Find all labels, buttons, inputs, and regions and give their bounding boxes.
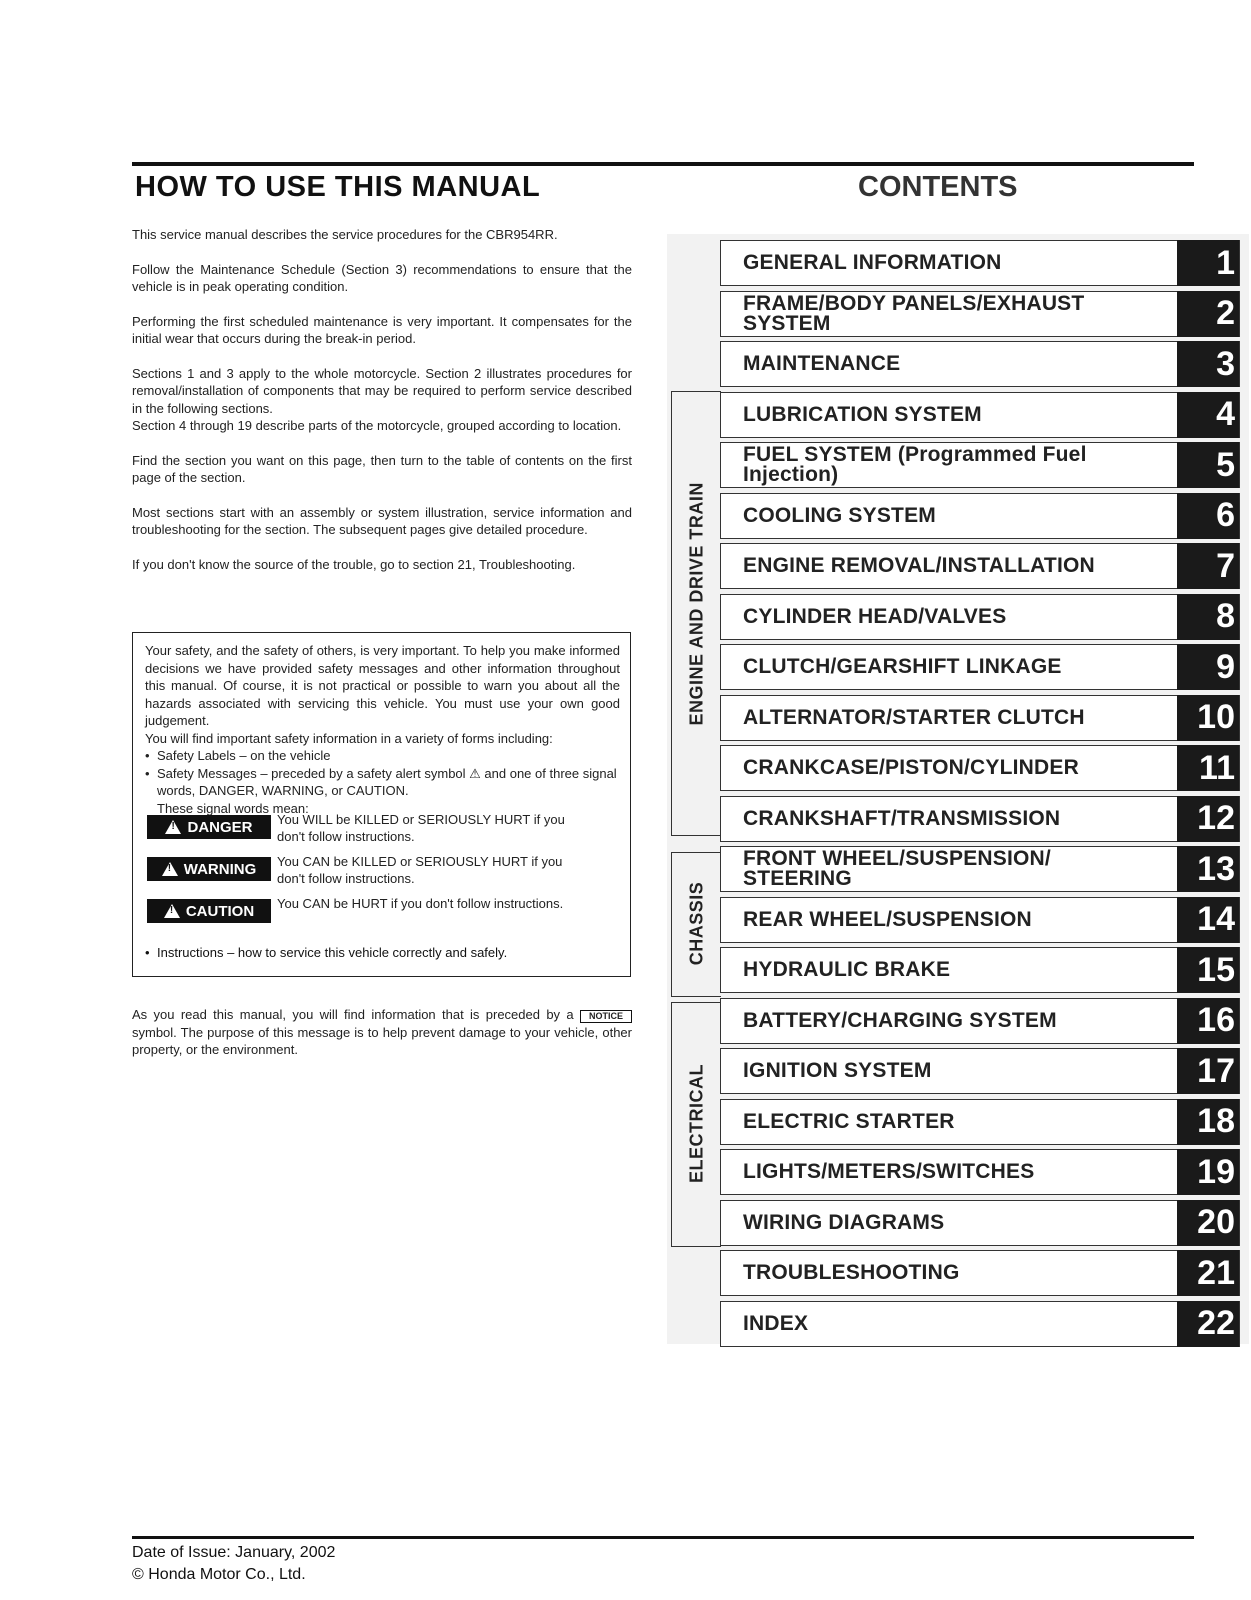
section-number-tab: 20 xyxy=(1177,1200,1239,1246)
notice-text-after: symbol. The purpose of this message is to help prevent damage to your vehicle, other property, or the environment. xyxy=(132,1024,632,1057)
section-number-tab: 4 xyxy=(1177,392,1239,438)
section-number-tab: 10 xyxy=(1177,695,1239,741)
toc-label: COOLING SYSTEM xyxy=(743,503,936,527)
toc-label: ELECTRIC STARTER xyxy=(743,1109,955,1133)
section-number-tab: 16 xyxy=(1177,998,1239,1044)
toc-label: FRAME/BODY PANELS/EXHAUST SYSTEM xyxy=(743,291,1085,335)
toc-item-7[interactable] xyxy=(720,543,1240,589)
safety-list xyxy=(145,747,620,800)
safety-bullet: • Safety Messages – preceded by a safety alert symbol ⚠ and one of three signal words, DANGER, WARNING, or CAUTION. xyxy=(145,765,620,800)
top-rule xyxy=(132,162,1194,166)
toc-label: IGNITION SYSTEM xyxy=(743,1059,932,1082)
section-number-tab: 3 xyxy=(1177,341,1239,387)
toc-item-8[interactable] xyxy=(720,594,1240,640)
safety-bullet-instructions xyxy=(145,944,620,961)
copyright: © Honda Motor Co., Ltd. xyxy=(132,1566,306,1583)
safety-paragraph: Your safety, and the safety of others, is very important. To help you make informed decisions we have provided safety messages and other information throughout this manual. Of course, it is not practical or possible to warn you about all the hazards associated with servicing this vehicle. You must use your own good judgement. xyxy=(145,643,620,728)
alert-triangle-icon xyxy=(162,862,178,876)
footer xyxy=(132,1542,335,1586)
alert-triangle-icon xyxy=(165,820,181,834)
signal-intro: These signal words mean: xyxy=(157,800,309,816)
caution-desc: You CAN be HURT if you don't follow instructions. xyxy=(277,896,564,911)
toc-item-21[interactable] xyxy=(720,1250,1240,1296)
toc-label: LUBRICATION SYSTEM xyxy=(743,402,982,426)
toc-label: MAINTENANCE xyxy=(743,352,901,375)
section-number-tab: 22 xyxy=(1177,1301,1239,1347)
warning-desc: You CAN be KILLED or SERIOUSLY HURT if you don't follow instructions. xyxy=(277,854,563,886)
intro-paragraph: Section 4 through 19 describe parts of the motorcycle, grouped according to location. xyxy=(132,418,622,433)
intro-paragraph: This service manual describes the service procedures for the CBR954RR. xyxy=(132,227,558,242)
toc-label: CLUTCH/GEARSHIFT LINKAGE xyxy=(743,655,1062,678)
section-number-tab: 15 xyxy=(1177,947,1239,993)
group-label-engine: ENGINE AND DRIVE TRAIN xyxy=(686,482,707,726)
toc-label: BATTERY/CHARGING SYSTEM xyxy=(743,1008,1057,1032)
section-number-tab: 18 xyxy=(1177,1099,1239,1145)
toc-label: WIRING DIAGRAMS xyxy=(743,1210,945,1234)
section-number-tab: 7 xyxy=(1177,543,1239,589)
toc-item-15[interactable] xyxy=(720,947,1240,993)
section-number-tab: 1 xyxy=(1177,240,1239,286)
intro-paragraph: Performing the first scheduled maintenance is very important. It compensates for the initial wear that occurs during the break-in period. xyxy=(132,313,632,346)
toc-label: ALTERNATOR/STARTER CLUTCH xyxy=(743,705,1085,729)
toc-item-13[interactable] xyxy=(720,846,1240,892)
toc-label: LIGHTS/METERS/SWITCHES xyxy=(743,1160,1035,1183)
section-number-tab: 17 xyxy=(1177,1048,1239,1094)
toc-item-18[interactable] xyxy=(720,1099,1240,1145)
bullet-dot-icon: • xyxy=(145,945,150,960)
section-number-tab: 12 xyxy=(1177,796,1239,842)
toc-label: FRONT WHEEL/SUSPENSION/ STEERING xyxy=(743,847,1051,890)
intro-text xyxy=(132,226,632,590)
toc-item-16[interactable] xyxy=(720,998,1240,1044)
toc-item-3[interactable] xyxy=(720,341,1240,387)
toc-label: TROUBLESHOOTING xyxy=(743,1261,960,1284)
safety-bullet: Instructions – how to service this vehicle correctly and safely. xyxy=(157,945,508,960)
caution-badge xyxy=(147,899,271,923)
section-number-tab: 8 xyxy=(1177,594,1239,640)
section-number-tab: 9 xyxy=(1177,644,1239,690)
danger-label: DANGER xyxy=(187,818,253,836)
toc-label: INDEX xyxy=(743,1311,809,1335)
notice-chip: NOTICE xyxy=(580,1010,632,1023)
toc-item-10[interactable] xyxy=(720,695,1240,741)
intro-paragraph: Most sections start with an assembly or system illustration, service information and troubleshooting for the section. The subsequent pages give detailed procedure. xyxy=(132,504,632,537)
section-number-tab: 2 xyxy=(1177,291,1239,337)
danger-badge xyxy=(147,815,271,839)
caution-label: CAUTION xyxy=(185,902,255,920)
toc-label: GENERAL INFORMATION xyxy=(743,251,1002,274)
issue-date: Date of Issue: January, 2002 xyxy=(132,1544,336,1561)
notice-text-before: As you read this manual, you will find information that is preceded by a xyxy=(132,1007,574,1022)
section-number-tab: 19 xyxy=(1177,1149,1239,1195)
section-number-tab: 5 xyxy=(1177,442,1239,488)
warning-row xyxy=(147,853,617,893)
toc-item-19[interactable] xyxy=(720,1149,1240,1195)
safety-paragraph: You will find important safety information in a variety of forms including: xyxy=(145,730,553,746)
section-number-tab: 13 xyxy=(1177,846,1239,892)
group-label-chassis: CHASSIS xyxy=(686,881,707,966)
alert-triangle-icon xyxy=(164,904,180,918)
toc-label: CYLINDER HEAD/VALVES xyxy=(743,604,1007,628)
toc-item-5[interactable] xyxy=(720,442,1240,488)
toc-item-9[interactable] xyxy=(720,644,1240,690)
danger-row xyxy=(147,811,617,851)
group-label-electrical: ELECTRICAL xyxy=(686,1064,707,1183)
caution-row xyxy=(147,895,617,935)
toc-item-4[interactable] xyxy=(720,392,1240,438)
safety-text xyxy=(145,642,620,817)
page-title: HOW TO USE THIS MANUAL xyxy=(135,171,541,203)
safety-bullet: • Safety Labels – on the vehicle xyxy=(145,747,620,765)
toc-item-1[interactable] xyxy=(720,240,1240,286)
safety-box xyxy=(132,632,631,977)
toc-item-6[interactable] xyxy=(720,493,1240,539)
toc-item-20[interactable] xyxy=(720,1200,1240,1246)
warning-label: WARNING xyxy=(183,860,257,878)
toc-item-2[interactable] xyxy=(720,291,1240,337)
contents-title: CONTENTS xyxy=(858,171,1018,203)
section-number-tab: 11 xyxy=(1177,745,1239,791)
section-number-tab: 6 xyxy=(1177,493,1239,539)
intro-paragraph: If you don't know the source of the trouble, go to section 21, Troubleshooting. xyxy=(132,556,576,572)
toc-item-22[interactable] xyxy=(720,1301,1240,1347)
toc-label: FUEL SYSTEM (Programmed Fuel Injection) xyxy=(743,443,1087,486)
section-number-tab: 14 xyxy=(1177,897,1239,943)
section-number-tab: 21 xyxy=(1177,1250,1239,1296)
intro-paragraph: Sections 1 and 3 apply to the whole motorcycle. Section 2 illustrates procedures for removal/installation of components that may be required to perform service described in the following sections. xyxy=(132,365,632,416)
intro-paragraph: Follow the Maintenance Schedule (Section 3) recommendations to ensure that the vehicle is in peak operating condition. xyxy=(132,261,632,294)
toc-label: CRANKCASE/PISTON/CYLINDER xyxy=(743,756,1079,779)
toc-label: REAR WHEEL/SUSPENSION xyxy=(743,907,1032,931)
danger-desc: You WILL be KILLED or SERIOUSLY HURT if you don't follow instructions. xyxy=(277,812,565,844)
toc-item-12[interactable] xyxy=(720,796,1240,842)
toc-item-14[interactable] xyxy=(720,897,1240,943)
toc-label: CRANKSHAFT/TRANSMISSION xyxy=(743,806,1061,830)
intro-paragraph: Find the section you want on this page, then turn to the table of contents on the first page of the section. xyxy=(132,452,632,485)
toc-item-17[interactable] xyxy=(720,1048,1240,1094)
bottom-rule xyxy=(132,1536,1194,1539)
toc-label: ENGINE REMOVAL/INSTALLATION xyxy=(743,554,1095,577)
toc-item-11[interactable] xyxy=(720,745,1240,791)
warning-badge xyxy=(147,857,271,881)
notice-paragraph xyxy=(132,1006,632,1059)
toc-label: HYDRAULIC BRAKE xyxy=(743,958,951,981)
